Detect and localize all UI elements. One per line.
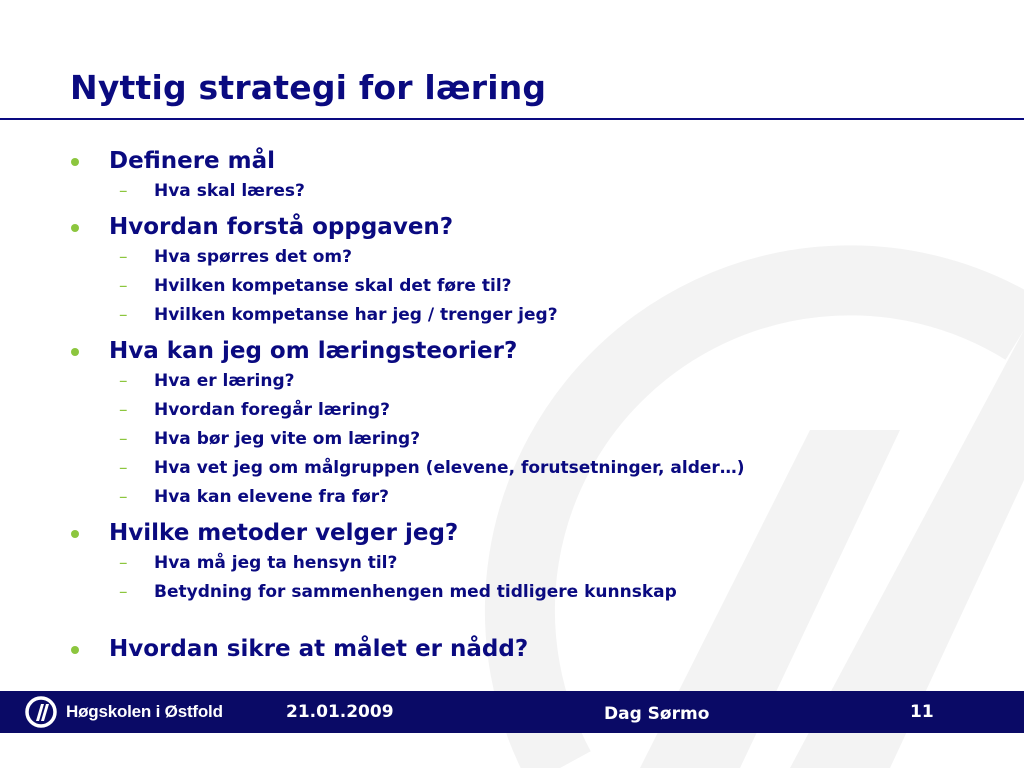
dash-icon: –: [119, 247, 128, 267]
sub-item: [109, 483, 965, 512]
sub-item: [109, 177, 965, 206]
slide-content: [70, 140, 1010, 665]
sub-item: [109, 396, 965, 425]
dash-icon: –: [119, 553, 128, 573]
bullet-item: [70, 211, 1010, 330]
school-logo: [24, 695, 223, 729]
school-logo-text: Høgskolen i Østfold: [66, 702, 223, 721]
sub-item: [109, 454, 965, 483]
sub-item: [109, 578, 965, 607]
sub-item-text: Hvordan foregår læring?: [154, 400, 390, 420]
bullet-text: Definere mål: [109, 148, 276, 174]
dash-icon: –: [119, 400, 128, 420]
sub-list: [109, 177, 1010, 206]
dash-icon: –: [119, 582, 128, 602]
bullet-icon: [71, 530, 79, 538]
dash-icon: –: [119, 181, 128, 201]
dash-icon: –: [119, 305, 128, 325]
sub-item: [109, 243, 965, 272]
sub-item: [109, 301, 965, 330]
footer-author: Dag Sørmo: [604, 704, 710, 724]
sub-item-text: Hva skal læres?: [154, 181, 305, 201]
sub-item-text: Hvilken kompetanse skal det føre til?: [154, 276, 512, 296]
bullet-text: Hva kan jeg om læringsteorier?: [109, 338, 518, 364]
school-logo-icon: [24, 695, 58, 729]
bullet-item: [70, 517, 1010, 607]
dash-icon: –: [119, 276, 128, 296]
dash-icon: –: [119, 429, 128, 449]
sub-list: [109, 367, 1010, 512]
bullet-text: Hvilke metoder velger jeg?: [109, 520, 459, 546]
sub-item-text: Hva bør jeg vite om læring?: [154, 429, 421, 449]
sub-item: [109, 367, 965, 396]
bullet-item: [70, 633, 1010, 665]
sub-item: [109, 425, 965, 454]
footer-date: 21.01.2009: [286, 702, 394, 722]
sub-item: [109, 272, 965, 301]
bullet-text: Hvordan sikre at målet er nådd?: [109, 636, 529, 662]
sub-item: [109, 549, 965, 578]
dash-icon: –: [119, 458, 128, 478]
dash-icon: –: [119, 487, 128, 507]
bullet-icon: [71, 224, 79, 232]
sub-item-text: Betydning for sammenhengen med tidligere kunnskap: [154, 582, 677, 602]
bullet-icon: [71, 158, 79, 166]
sub-item-text: Hva er læring?: [154, 371, 295, 391]
bullet-item: [70, 145, 1010, 206]
sub-list: [109, 549, 1010, 607]
footer-bar: [0, 691, 1024, 733]
sub-item-text: Hva vet jeg om målgruppen (elevene, forutsetninger, alder…): [154, 458, 745, 478]
bullet-icon: [71, 348, 79, 356]
sub-item-text: Hva må jeg ta hensyn til?: [154, 553, 398, 573]
sub-list: [109, 243, 1010, 330]
sub-item-text: Hva kan elevene fra før?: [154, 487, 390, 507]
page-number: 11: [910, 702, 934, 722]
dash-icon: –: [119, 371, 128, 391]
title-divider: [0, 118, 1024, 120]
sub-item-text: Hva spørres det om?: [154, 247, 352, 267]
page-title: Nyttig strategi for læring: [70, 68, 547, 107]
bullet-list: [70, 145, 1010, 665]
bullet-text: Hvordan forstå oppgaven?: [109, 214, 454, 240]
sub-item-text: Hvilken kompetanse har jeg / trenger jeg?: [154, 305, 558, 325]
bullet-item: [70, 335, 1010, 512]
bullet-icon: [71, 646, 79, 654]
